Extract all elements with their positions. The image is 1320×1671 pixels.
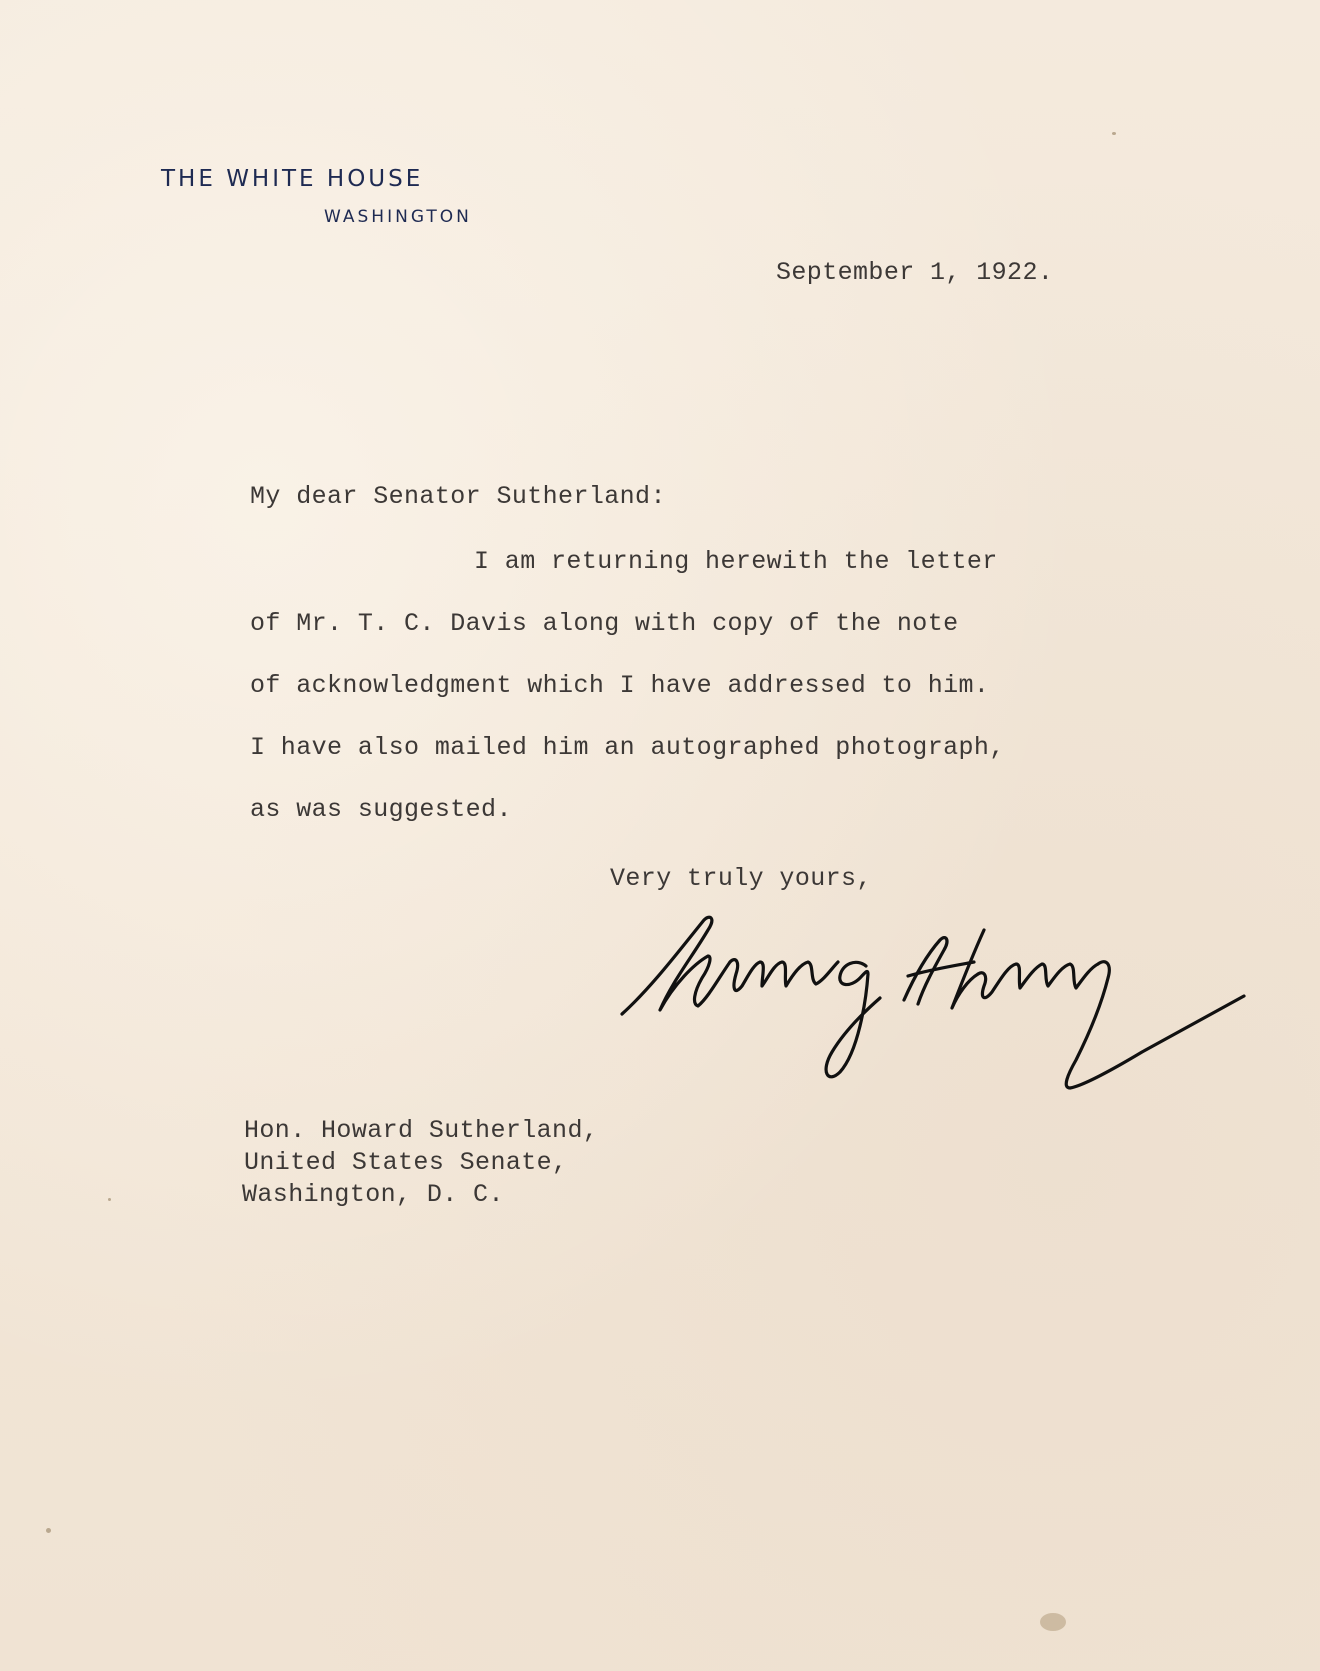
- closing: Very truly yours,: [610, 864, 872, 893]
- body-line: of acknowledgment which I have addressed to him.: [250, 671, 990, 700]
- paper-speck: [1112, 132, 1116, 135]
- body-line: as was suggested.: [250, 795, 512, 824]
- recipient-line: United States Senate,: [244, 1148, 568, 1177]
- paper-speck: [108, 1198, 111, 1201]
- body-line: I am returning herewith the letter: [474, 547, 998, 576]
- letter-date: September 1, 1922.: [776, 258, 1054, 287]
- body-line: I have also mailed him an autographed photograph,: [250, 733, 1005, 762]
- letterhead-title: THE WHITE HOUSE: [161, 166, 424, 192]
- recipient-line: Hon. Howard Sutherland,: [244, 1116, 599, 1145]
- handwritten-signature: [612, 912, 1262, 1122]
- letterhead-city: WASHINGTON: [324, 207, 472, 227]
- salutation: My dear Senator Sutherland:: [250, 482, 666, 511]
- body-line: of Mr. T. C. Davis along with copy of the note: [250, 609, 959, 638]
- recipient-line: Washington, D. C.: [242, 1180, 504, 1209]
- paper-speck: [1040, 1613, 1066, 1631]
- paper-speck: [46, 1528, 51, 1533]
